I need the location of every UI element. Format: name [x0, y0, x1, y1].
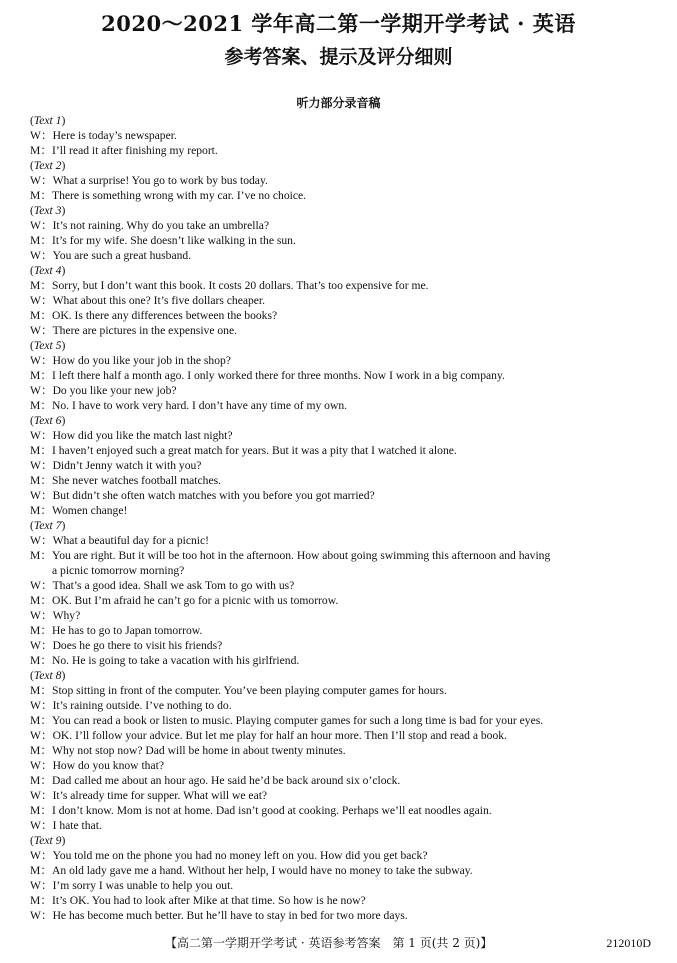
dialogue-line — [30, 638, 660, 653]
speaker-label: W： — [30, 459, 53, 472]
speaker-label: M： — [30, 804, 52, 817]
speaker-label: W： — [30, 699, 53, 712]
speaker-label: M： — [30, 624, 52, 637]
speaker-name: M — [30, 624, 41, 637]
speaker-label: M： — [30, 279, 52, 292]
dialogue-text: Stop sitting in front of the computer. You’ve been playing computer games for hours. — [52, 684, 447, 697]
dialogue-line — [30, 878, 660, 893]
speaker-name: M — [30, 654, 41, 667]
dialogue-line — [30, 863, 660, 878]
dialogue-text: She never watches football matches. — [52, 474, 222, 487]
text-label: (Text 3) — [30, 204, 66, 217]
speaker-label: M： — [30, 744, 52, 757]
page-footer — [0, 935, 677, 951]
speaker-label: W： — [30, 789, 53, 802]
speaker-label: W： — [30, 384, 53, 397]
dialogue-line — [30, 758, 660, 773]
speaker-name: M — [30, 189, 41, 202]
speaker-name: M — [30, 804, 41, 817]
speaker-label: W： — [30, 249, 53, 262]
dialogue-text: Why? — [52, 609, 81, 622]
speaker-name: W — [30, 429, 41, 442]
dialogue-text: You are right. But it will be too hot in the afternoon. How about going swimming this afternoon and having — [52, 549, 551, 562]
dialogue-line — [30, 383, 660, 398]
speaker-name: W — [30, 789, 41, 802]
dialogue-line — [30, 788, 660, 803]
dialogue-text: You told me on the phone you had no money left on you. How did you get back? — [52, 849, 428, 862]
speaker-name: M — [30, 684, 41, 697]
speaker-name: M — [30, 864, 41, 877]
dialogue-text: How did you like the match last night? — [52, 429, 233, 442]
dialogue-line — [30, 503, 660, 518]
text-label: (Text 1) — [30, 114, 66, 127]
dialogue-text: Here is today’s newspaper. — [52, 129, 177, 142]
dialogue-line — [30, 683, 660, 698]
speaker-name: M — [30, 369, 41, 382]
speaker-label: M： — [30, 504, 52, 517]
speaker-name: M — [30, 474, 41, 487]
speaker-label: W： — [30, 174, 53, 187]
speaker-label: M： — [30, 234, 52, 247]
speaker-name: W — [30, 819, 41, 832]
dialogue-line — [30, 233, 660, 248]
dialogue-text: OK. But I’m afraid he can’t go for a picnic with us tomorrow. — [52, 594, 339, 607]
text-label-name: Text 4 — [33, 264, 62, 277]
dialogue-line — [30, 728, 660, 743]
speaker-name: W — [30, 729, 41, 742]
speaker-label: M： — [30, 864, 52, 877]
speaker-name: M — [30, 504, 41, 517]
dialogue-continuation: a picnic tomorrow morning? — [52, 564, 185, 577]
speaker-name: W — [30, 219, 41, 232]
text-label: (Text 8) — [30, 669, 66, 682]
dialogue-text: Didn’t Jenny watch it with you? — [52, 459, 202, 472]
dialogue-text: I don’t know. Mom is not at home. Dad isn’t good at cooking. Perhaps we’ll eat noodles again. — [52, 804, 492, 817]
text-label: (Text 7) — [30, 519, 66, 532]
dialogue-line — [30, 473, 660, 488]
speaker-label: W： — [30, 849, 53, 862]
dialogue-line — [30, 803, 660, 818]
speaker-name: M — [30, 894, 41, 907]
dialogue-line — [30, 143, 660, 158]
speaker-label: M： — [30, 594, 52, 607]
dialogue-line — [30, 488, 660, 503]
dialogue-text: I hate that. — [52, 819, 102, 832]
speaker-name: M — [30, 234, 41, 247]
dialogue-line — [30, 398, 660, 413]
dialogue-text: Dad called me about an hour ago. He said he’d be back around six o’clock. — [52, 774, 401, 787]
speaker-name: W — [30, 609, 41, 622]
dialogue-line — [30, 323, 660, 338]
dialogue-line — [30, 623, 660, 638]
speaker-name: W — [30, 879, 41, 892]
footer-code: 212010D — [606, 936, 651, 950]
speaker-label: M： — [30, 549, 52, 562]
dialogue-text: It’s already time for supper. What will we eat? — [52, 789, 268, 802]
speaker-name: M — [30, 774, 41, 787]
speaker-label: W： — [30, 639, 53, 652]
dialogue-text: There is something wrong with my car. I’ve no choice. — [52, 189, 307, 202]
dialogue-line — [30, 308, 660, 323]
text-label-name: Text 3 — [33, 204, 62, 217]
dialogue-text: But didn’t she often watch matches with you before you got married? — [52, 489, 375, 502]
dialogue-text: You can read a book or listen to music. Playing computer games for such a long time is bad for your eyes. — [52, 714, 544, 727]
speaker-name: W — [30, 489, 41, 502]
speaker-name: W — [30, 639, 41, 652]
dialogue-text: That’s a good idea. Shall we ask Tom to go with us? — [52, 579, 295, 592]
section-title: 听力部分录音稿 — [296, 96, 381, 110]
speaker-label: M： — [30, 369, 52, 382]
dialogue-text: An old lady gave me a hand. Without her help, I would have no money to take the subway. — [52, 864, 473, 877]
dialogue-text: What a surprise! You go to work by bus today. — [52, 174, 268, 187]
page-subtitle: 参考答案、提示及评分细则 — [224, 46, 453, 68]
dialogue-line — [30, 818, 660, 833]
speaker-name: W — [30, 459, 41, 472]
speaker-label: M： — [30, 444, 52, 457]
speaker-label: W： — [30, 489, 53, 502]
dialogue-line — [30, 653, 660, 668]
dialogue-line — [30, 533, 660, 548]
dialogue-line — [30, 278, 660, 293]
listening-transcript — [30, 113, 660, 923]
dialogue-line — [30, 443, 660, 458]
speaker-name: M — [30, 594, 41, 607]
speaker-name: M — [30, 279, 41, 292]
dialogue-text: I’ll read it after finishing my report. — [52, 144, 218, 157]
speaker-label: W： — [30, 324, 53, 337]
dialogue-line — [30, 698, 660, 713]
dialogue-line — [30, 893, 660, 908]
dialogue-line — [30, 458, 660, 473]
dialogue-text: How do you like your job in the shop? — [52, 354, 231, 367]
speaker-label: W： — [30, 759, 53, 772]
dialogue-text: No. He is going to take a vacation with his girlfriend. — [52, 654, 300, 667]
dialogue-text: No. I have to work very hard. I don’t have any time of my own. — [52, 399, 348, 412]
speaker-name: M — [30, 744, 41, 757]
speaker-name: W — [30, 174, 41, 187]
text-label: (Text 9) — [30, 834, 66, 847]
dialogue-line — [30, 218, 660, 233]
speaker-label: M： — [30, 774, 52, 787]
footer-page-info: 【高二第一学期开学考试 · 英语参考答案 第 1 页(共 2 页)】 — [165, 936, 493, 950]
text-label: (Text 6) — [30, 414, 66, 427]
speaker-name: W — [30, 699, 41, 712]
dialogue-text: Sorry, but I don’t want this book. It costs 20 dollars. That’s too expensive for me. — [52, 279, 429, 292]
dialogue-line — [30, 578, 660, 593]
speaker-name: W — [30, 324, 41, 337]
dialogue-line — [30, 773, 660, 788]
speaker-label: M： — [30, 144, 52, 157]
dialogue-text: Why not stop now? Dad will be home in about twenty minutes. — [52, 744, 346, 757]
dialogue-text: OK. Is there any differences between the books? — [52, 309, 278, 322]
dialogue-line — [30, 548, 660, 563]
page-title: 2020～2021 学年高二第一学期开学考试 · 英语 — [101, 11, 576, 36]
speaker-name: W — [30, 534, 41, 547]
speaker-label: W： — [30, 219, 53, 232]
speaker-label: W： — [30, 429, 53, 442]
dialogue-line — [30, 248, 660, 263]
speaker-label: W： — [30, 879, 53, 892]
dialogue-line — [30, 608, 660, 623]
speaker-label: M： — [30, 654, 52, 667]
speaker-label: W： — [30, 609, 53, 622]
text-label-name: Text 2 — [33, 159, 62, 172]
dialogue-text: You are such a great husband. — [52, 249, 192, 262]
speaker-name: M — [30, 144, 41, 157]
speaker-label: W： — [30, 534, 53, 547]
dialogue-text: How do you know that? — [52, 759, 164, 772]
text-label-name: Text 9 — [33, 834, 62, 847]
speaker-label: M： — [30, 684, 52, 697]
dialogue-text: It’s for my wife. She doesn’t like walking in the sun. — [52, 234, 296, 247]
speaker-label: W： — [30, 129, 53, 142]
speaker-label: W： — [30, 579, 53, 592]
dialogue-line — [30, 188, 660, 203]
dialogue-line — [30, 848, 660, 863]
speaker-name: W — [30, 384, 41, 397]
speaker-label: W： — [30, 729, 53, 742]
text-label-name: Text 8 — [33, 669, 62, 682]
dialogue-text: It’s not raining. Why do you take an umbrella? — [52, 219, 270, 232]
dialogue-line — [30, 128, 660, 143]
speaker-label: M： — [30, 714, 52, 727]
speaker-label: M： — [30, 189, 52, 202]
dialogue-text: I haven’t enjoyed such a great match for years. But it was a pity that I watched it alone. — [52, 444, 457, 457]
dialogue-line — [30, 908, 660, 923]
speaker-label: M： — [30, 399, 52, 412]
speaker-name: W — [30, 129, 41, 142]
dialogue-text: Does he go there to visit his friends? — [52, 639, 223, 652]
dialogue-text: It’s raining outside. I’ve nothing to do. — [52, 699, 232, 712]
dialogue-text: Do you like your new job? — [52, 384, 177, 397]
speaker-label: W： — [30, 819, 53, 832]
speaker-name: M — [30, 549, 41, 562]
dialogue-text: There are pictures in the expensive one. — [52, 324, 238, 337]
dialogue-text: I’m sorry I was unable to help you out. — [52, 879, 234, 892]
dialogue-text: I left there half a month ago. I only worked there for three months. Now I work in a big company. — [52, 369, 505, 382]
speaker-name: M — [30, 444, 41, 457]
speaker-label: W： — [30, 294, 53, 307]
dialogue-line — [30, 593, 660, 608]
speaker-name: W — [30, 354, 41, 367]
speaker-label: W： — [30, 354, 53, 367]
dialogue-line — [30, 428, 660, 443]
text-label-name: Text 5 — [33, 339, 62, 352]
speaker-name: W — [30, 579, 41, 592]
speaker-name: W — [30, 249, 41, 262]
text-label: (Text 2) — [30, 159, 66, 172]
speaker-name: M — [30, 399, 41, 412]
dialogue-text: Women change! — [52, 504, 128, 517]
text-label: (Text 4) — [30, 264, 66, 277]
dialogue-line — [30, 173, 660, 188]
dialogue-line — [30, 293, 660, 308]
speaker-name: M — [30, 309, 41, 322]
dialogue-text: OK. I’ll follow your advice. But let me play for half an hour more. Then I’ll stop and read a book. — [52, 729, 507, 742]
dialogue-line — [30, 713, 660, 728]
speaker-name: M — [30, 714, 41, 727]
dialogue-line — [30, 368, 660, 383]
dialogue-text: It’s OK. You had to look after Mike at that time. So how is he now? — [52, 894, 366, 907]
speaker-name: W — [30, 294, 41, 307]
speaker-label: M： — [30, 474, 52, 487]
dialogue-text: What about this one? It’s five dollars cheaper. — [52, 294, 266, 307]
text-label: (Text 5) — [30, 339, 66, 352]
dialogue-text: He has to go to Japan tomorrow. — [52, 624, 203, 637]
dialogue-line — [30, 743, 660, 758]
speaker-label: M： — [30, 894, 52, 907]
speaker-name: W — [30, 759, 41, 772]
text-label-name: Text 6 — [33, 414, 62, 427]
dialogue-text: He has become much better. But he’ll have to stay in bed for two more days. — [52, 909, 408, 922]
speaker-name: W — [30, 849, 41, 862]
speaker-label: M： — [30, 309, 52, 322]
speaker-name: W — [30, 909, 41, 922]
text-label-name: Text 1 — [33, 114, 62, 127]
dialogue-text: What a beautiful day for a picnic! — [52, 534, 210, 547]
dialogue-line — [30, 353, 660, 368]
speaker-label: W： — [30, 909, 53, 922]
text-label-name: Text 7 — [33, 519, 62, 532]
